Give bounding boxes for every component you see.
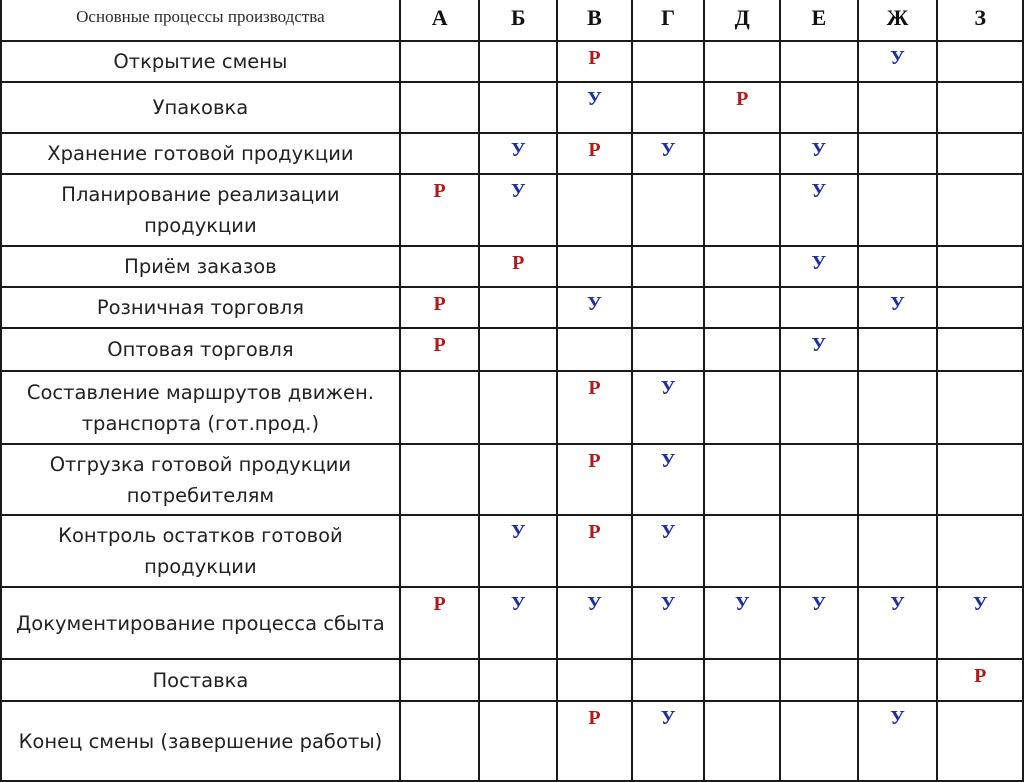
role-cell xyxy=(479,328,557,371)
role-cell xyxy=(780,287,858,328)
role-cell: Р xyxy=(704,82,780,133)
process-name-cell: Документирование процесса сбыта xyxy=(1,587,400,659)
process-name-cell: Контроль остатков готовой продукции xyxy=(1,515,400,587)
role-cell: Р xyxy=(937,659,1023,701)
role-cell: У xyxy=(479,587,557,659)
role-cell: У xyxy=(632,444,705,515)
role-cell: У xyxy=(780,246,858,287)
table-row xyxy=(1,659,1023,701)
table-row xyxy=(1,587,1023,659)
process-name-cell: Конец смены (завершение работы) xyxy=(1,701,400,781)
role-cell: У xyxy=(858,41,938,82)
role-cell xyxy=(400,659,480,701)
role-cell xyxy=(937,371,1023,444)
role-cell: Р xyxy=(400,328,480,371)
role-cell: Р xyxy=(400,287,480,328)
table-row xyxy=(1,328,1023,371)
role-cell xyxy=(479,659,557,701)
role-cell xyxy=(858,82,938,133)
process-name-cell: Планирование реализации продукции xyxy=(1,174,400,246)
role-cell xyxy=(704,371,780,444)
role-cell xyxy=(858,133,938,174)
role-cell xyxy=(400,133,480,174)
role-cell: У xyxy=(780,133,858,174)
role-cell xyxy=(479,41,557,82)
role-cell: У xyxy=(780,174,858,246)
role-cell: У xyxy=(557,587,632,659)
role-cell xyxy=(479,701,557,781)
role-cell xyxy=(557,246,632,287)
role-cell xyxy=(780,444,858,515)
role-cell xyxy=(858,444,938,515)
process-name-cell: Отгрузка готовой продукции потребителям xyxy=(1,444,400,515)
role-cell: Р xyxy=(557,133,632,174)
role-cell xyxy=(780,82,858,133)
role-cell xyxy=(704,133,780,174)
role-cell xyxy=(937,133,1023,174)
column-header-zh: Ж xyxy=(858,0,938,41)
role-cell: Р xyxy=(557,701,632,781)
role-cell: У xyxy=(557,287,632,328)
role-cell xyxy=(400,444,480,515)
role-cell xyxy=(704,659,780,701)
role-cell xyxy=(704,328,780,371)
role-cell xyxy=(704,41,780,82)
role-cell: У xyxy=(479,174,557,246)
table-row xyxy=(1,287,1023,328)
role-cell xyxy=(479,444,557,515)
table-row xyxy=(1,246,1023,287)
role-cell xyxy=(632,174,705,246)
column-header-z: З xyxy=(937,0,1023,41)
role-cell xyxy=(632,41,705,82)
role-cell xyxy=(400,246,480,287)
role-cell: У xyxy=(858,287,938,328)
role-cell: Р xyxy=(557,41,632,82)
role-cell xyxy=(704,701,780,781)
role-cell xyxy=(557,659,632,701)
role-cell xyxy=(937,246,1023,287)
matrix-body xyxy=(1,41,1023,781)
role-cell: У xyxy=(704,587,780,659)
role-cell: У xyxy=(557,82,632,133)
process-name-cell: Оптовая торговля xyxy=(1,328,400,371)
role-cell xyxy=(937,174,1023,246)
role-cell xyxy=(479,82,557,133)
role-cell: У xyxy=(632,133,705,174)
column-header-v: В xyxy=(557,0,632,41)
role-cell xyxy=(780,515,858,587)
role-cell xyxy=(704,246,780,287)
role-cell xyxy=(632,328,705,371)
process-name-cell: Составление маршрутов движен. транспорта (гот.прод.) xyxy=(1,371,400,444)
role-cell xyxy=(400,371,480,444)
table-row xyxy=(1,444,1023,515)
column-header-e: Е xyxy=(780,0,858,41)
process-name-cell: Поставка xyxy=(1,659,400,701)
header-row xyxy=(1,0,1023,41)
role-cell: У xyxy=(479,133,557,174)
role-cell xyxy=(632,82,705,133)
role-cell xyxy=(937,444,1023,515)
role-cell xyxy=(937,287,1023,328)
role-cell xyxy=(704,287,780,328)
role-cell xyxy=(632,287,705,328)
role-cell xyxy=(780,371,858,444)
role-cell xyxy=(400,82,480,133)
role-cell xyxy=(937,515,1023,587)
role-cell: Р xyxy=(557,444,632,515)
table-row xyxy=(1,515,1023,587)
role-cell xyxy=(400,515,480,587)
role-cell xyxy=(858,328,938,371)
role-cell xyxy=(400,701,480,781)
role-cell: У xyxy=(479,515,557,587)
role-cell xyxy=(557,328,632,371)
process-name-cell: Упаковка xyxy=(1,82,400,133)
role-cell xyxy=(704,174,780,246)
role-cell xyxy=(858,515,938,587)
role-cell: У xyxy=(632,701,705,781)
table-row xyxy=(1,133,1023,174)
role-cell xyxy=(858,246,938,287)
process-name-cell: Приём заказов xyxy=(1,246,400,287)
role-cell: Р xyxy=(557,371,632,444)
table-row xyxy=(1,41,1023,82)
role-cell xyxy=(632,246,705,287)
process-name-cell: Розничная торговля xyxy=(1,287,400,328)
role-cell: У xyxy=(780,328,858,371)
role-cell xyxy=(937,328,1023,371)
column-header-g: Г xyxy=(632,0,705,41)
role-cell: У xyxy=(632,587,705,659)
role-cell: Р xyxy=(400,174,480,246)
role-cell: У xyxy=(858,701,938,781)
role-cell: У xyxy=(937,587,1023,659)
role-cell xyxy=(479,287,557,328)
role-cell xyxy=(858,659,938,701)
role-cell xyxy=(479,371,557,444)
role-cell xyxy=(704,515,780,587)
role-cell: У xyxy=(632,371,705,444)
table-row xyxy=(1,371,1023,444)
role-cell: У xyxy=(780,587,858,659)
role-cell: У xyxy=(632,515,705,587)
process-name-cell: Открытие смены xyxy=(1,41,400,82)
role-cell xyxy=(858,371,938,444)
table-row xyxy=(1,701,1023,781)
table-row xyxy=(1,82,1023,133)
column-header-b: Б xyxy=(479,0,557,41)
role-cell xyxy=(557,174,632,246)
role-cell xyxy=(780,701,858,781)
column-header-a: А xyxy=(400,0,480,41)
role-cell xyxy=(400,41,480,82)
role-cell xyxy=(780,41,858,82)
role-cell xyxy=(858,174,938,246)
role-cell xyxy=(704,444,780,515)
process-name-cell: Хранение готовой продукции xyxy=(1,133,400,174)
role-cell: Р xyxy=(400,587,480,659)
table-row xyxy=(1,174,1023,246)
role-cell xyxy=(780,659,858,701)
role-cell xyxy=(632,659,705,701)
role-cell xyxy=(937,701,1023,781)
role-cell: У xyxy=(858,587,938,659)
role-cell: Р xyxy=(479,246,557,287)
role-cell: Р xyxy=(557,515,632,587)
role-cell xyxy=(937,82,1023,133)
column-header-d: Д xyxy=(704,0,780,41)
role-cell xyxy=(937,41,1023,82)
process-column-header: Основные процессы производства xyxy=(1,0,400,41)
